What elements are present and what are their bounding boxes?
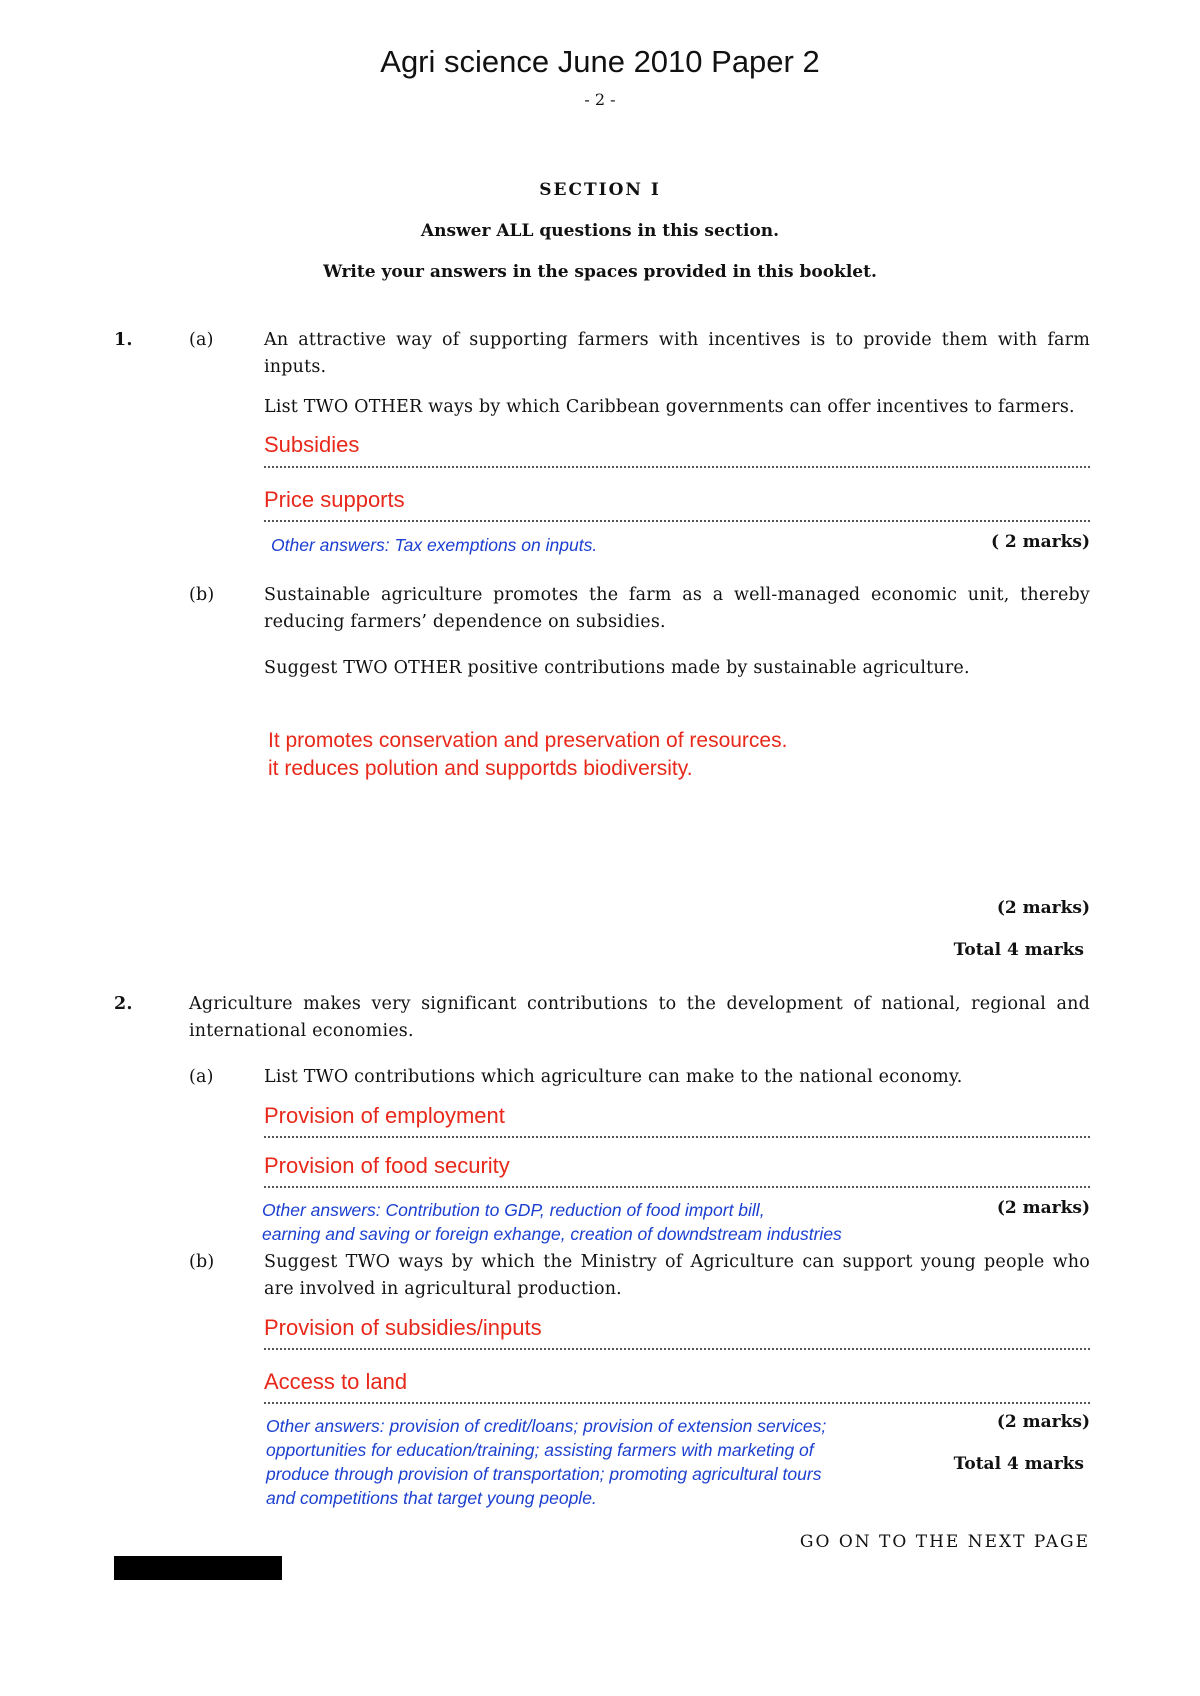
answer-line bbox=[264, 1348, 1090, 1350]
question-2-intro: Agriculture makes very significant contributions to the development of national, regional and international economies. bbox=[189, 994, 1090, 1041]
answer-line bbox=[264, 520, 1090, 522]
section-title: SECTION I bbox=[539, 180, 661, 200]
q2b-other-answers-line-4: and competitions that target young people. bbox=[266, 1488, 597, 1508]
q1a-marks: ( 2 marks) bbox=[990, 532, 1090, 552]
question-1a-label: (a) bbox=[189, 330, 214, 350]
q2b-other-answers-line-1: Other answers: provision of credit/loans; provision of extension services; bbox=[266, 1416, 827, 1436]
question-1a-prompt: List TWO OTHER ways by which Caribbean governments can offer incentives to farmers. bbox=[264, 397, 1075, 417]
section-instruction-1: Answer ALL questions in this section. bbox=[420, 221, 780, 241]
question-2b-prompt: Suggest TWO ways by which the Ministry of Agriculture can support young people who are involved in agricultural production. bbox=[264, 1252, 1090, 1299]
question-1b-prompt: Suggest TWO OTHER positive contributions made by sustainable agriculture. bbox=[264, 658, 970, 678]
answer-line bbox=[264, 1136, 1090, 1138]
q2b-answer-2: Access to land bbox=[264, 1369, 408, 1394]
page-title: Agri science June 2010 Paper 2 bbox=[380, 44, 820, 79]
q1a-other-answers: Other answers: Tax exemptions on inputs. bbox=[271, 535, 598, 555]
redaction-bar bbox=[114, 1556, 282, 1580]
q2a-answer-2: Provision of food security bbox=[264, 1153, 510, 1178]
q1a-answer-2: Price supports bbox=[264, 487, 405, 512]
q2b-other-answers-line-2: opportunities for education/training; assisting farmers with marketing of bbox=[266, 1440, 814, 1460]
next-page-notice: GO ON TO THE NEXT PAGE bbox=[799, 1532, 1090, 1552]
q1-total-marks: Total 4 marks bbox=[953, 940, 1084, 960]
q2a-other-answers-line-1: Other answers: Contribution to GDP, reduction of food import bill, bbox=[262, 1200, 765, 1220]
q1b-answer-line-1: It promotes conservation and preservation of resources. bbox=[268, 729, 788, 752]
answer-line bbox=[264, 1186, 1090, 1188]
question-2b-label: (b) bbox=[189, 1252, 215, 1272]
q2b-other-answers-line-3: produce through provision of transportation; promoting agricultural tours bbox=[266, 1464, 822, 1484]
q2-total-marks: Total 4 marks bbox=[953, 1454, 1084, 1474]
question-1b-text: Sustainable agriculture promotes the farm as a well-managed economic unit, thereby reducing farmers’ dependence on subsidies. bbox=[264, 585, 1090, 632]
answer-line bbox=[264, 466, 1090, 468]
question-2a-prompt: List TWO contributions which agriculture can make to the national economy. bbox=[264, 1067, 963, 1087]
answer-line bbox=[264, 1402, 1090, 1404]
q2b-marks: (2 marks) bbox=[996, 1412, 1090, 1432]
q1b-answer-line-2: it reduces polution and supportds biodiversity. bbox=[268, 757, 693, 780]
q2b-answer-1: Provision of subsidies/inputs bbox=[264, 1315, 542, 1340]
question-1-number: 1. bbox=[114, 330, 133, 350]
question-1a-text: An attractive way of supporting farmers with incentives is to provide them with farm inputs. bbox=[264, 330, 1090, 377]
q2a-other-answers-line-2: earning and saving or foreign exhange, creation of downdstream industries bbox=[262, 1224, 842, 1244]
q2a-answer-1: Provision of employment bbox=[264, 1103, 505, 1128]
question-2a-label: (a) bbox=[189, 1067, 214, 1087]
q1b-marks: (2 marks) bbox=[996, 898, 1090, 918]
q2a-marks: (2 marks) bbox=[996, 1198, 1090, 1218]
page-number: - 2 - bbox=[584, 90, 616, 109]
q1a-answer-1: Subsidies bbox=[264, 432, 360, 457]
section-instruction-2: Write your answers in the spaces provided in this booklet. bbox=[323, 262, 877, 282]
question-1b-label: (b) bbox=[189, 585, 215, 605]
question-2-number: 2. bbox=[114, 994, 133, 1014]
